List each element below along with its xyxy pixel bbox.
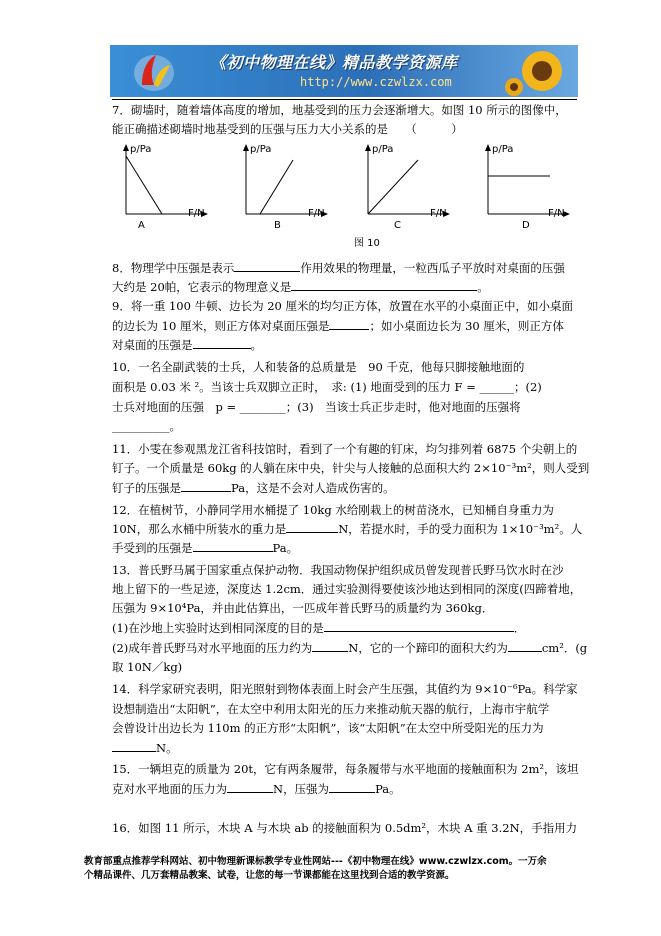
q9-line3: 对桌面的压强是 。	[112, 338, 262, 352]
q12-blank-2[interactable]	[193, 539, 273, 552]
site-url[interactable]: http://www.czwlzx.com	[300, 75, 452, 89]
graph-b-letter: B	[274, 220, 281, 231]
q12-blank-1[interactable]	[286, 520, 338, 533]
figure-10	[118, 142, 565, 252]
q11-line3: 钉子的压强是 Pa，这是不会对人造成伤害的。	[112, 481, 395, 495]
q11-line1: 11．小雯在参观黑龙江省科技馆时，看到了一个有趣的钉床，均匀排列着 6875 个尖朝上的	[112, 442, 578, 456]
q13-blank-2[interactable]	[312, 639, 348, 652]
q12-line2: 10N，那么水桶中所装水的重力是 N，若提水时，手的受力面积为 1×10⁻³m²。人	[112, 522, 583, 536]
graph-b-ylabel: p/Pa	[250, 144, 272, 155]
q10-line4: __________。	[112, 419, 181, 433]
q8-line2: 大约是 20帕，它表示的物理意义是 。	[112, 280, 489, 294]
header-rule	[112, 99, 577, 100]
q14-line2: 设想制造出“太阳帆”，在太空中利用太阳光的压力来推动航天器的航行，上海市宇航学	[112, 702, 550, 716]
q16-line1: 16．如图 11 所示，木块 A 与木块 ab 的接触面积为 0.5dm²，木块 A 重 3.2N，手指用力	[112, 821, 578, 835]
q14-line3: 会曾设计出边长为 110m 的正方形“太阳帆”，该“太阳帆”在太空中所受阳光的压力为	[112, 721, 544, 735]
q10-line2: 面积是 0.03 米 ²。当该士兵双脚立正时， 求: (1) 地面受到的压力 F = ______；(2)	[112, 380, 542, 394]
graph-d-ylabel: p/Pa	[492, 144, 514, 155]
q13-line6: 取 10N／kg)	[112, 660, 183, 674]
graph-a	[118, 142, 213, 232]
q10-line1: 10．一名全副武装的士兵，人和装备的总质量是 90 千克，他每只脚接触地面的	[112, 360, 525, 374]
q13-line2: 地上留下的一些足迹，深度达 1.2cm．通过实验测得要使该沙地达到相同的深度(四蹄着地，	[112, 582, 582, 596]
q11-blank[interactable]	[181, 479, 231, 492]
q14-line1: 14．科学家研究表明，阳光照射到物体表面上时会产生压强，其值约为 9×10⁻⁶Pa。科学家	[112, 682, 578, 696]
q9-line2: 的边长为 10 厘米，则正方体对桌面压强是 ；如小桌面边长为 30 厘米，则正方体	[112, 319, 564, 333]
q7-line2: 能正确描述砌墙时地基受到的压强与压力大小关系的是 （ ）	[112, 122, 463, 136]
graph-a-letter: A	[138, 220, 145, 231]
graph-d-xlabel: F/N	[548, 208, 565, 219]
graph-a-xlabel: F/N	[188, 208, 205, 219]
q8-blank-2[interactable]	[291, 278, 477, 291]
q15-blank-1[interactable]	[227, 780, 273, 793]
q13-blank-3[interactable]	[508, 639, 542, 652]
q14-blank[interactable]	[112, 739, 156, 752]
graph-b	[238, 142, 333, 232]
graph-c-xlabel: F/N	[430, 208, 447, 219]
q8-blank-1[interactable]	[234, 259, 300, 272]
header-banner	[110, 45, 578, 97]
sunflower-icon	[502, 47, 572, 97]
q13-blank-1[interactable]	[324, 619, 514, 632]
q15-line2: 克对水平地面的压力为 N，压强为 Pa。	[112, 782, 401, 796]
q7-line1: 7．砌墙时，随着墙体高度的增加，地基受到的压力会逐渐增大。如图 10 所示的图像中，	[112, 103, 567, 117]
graph-c	[360, 142, 455, 232]
q9-line1: 9．将一重 100 牛顿、边长为 20 厘米的均匀正方体，放置在水平的小桌面正中，如小桌面	[112, 299, 574, 313]
q11-line2: 钉子。一个质量是 60kg 的人躺在床中央，针尖与人接触的总面积大约 2×10⁻³m²，则人受到	[112, 461, 590, 475]
q13-line4: (1)在沙地上实验时达到相同深度的目的是 ．	[112, 621, 526, 635]
q9-blank-2[interactable]	[193, 336, 251, 349]
q15-blank-2[interactable]	[329, 780, 375, 793]
graph-b-xlabel: F/N	[308, 208, 325, 219]
graph-c-letter: C	[394, 220, 401, 231]
site-logo-icon	[132, 49, 176, 93]
graph-d-letter: D	[522, 220, 530, 231]
q8-line1: 8．物理学中压强是表示 作用效果的物理量，一粒西瓜子平放时对桌面的压强	[112, 261, 565, 275]
q15-line1: 15．一辆坦克的质量为 20t，它有两条履带，每条履带与水平地面的接触面积为 2m²，该坦	[112, 762, 579, 776]
footer-line2: 个精品课件、几万套精品教案、试卷，让您的每一节课都能在这里找到合适的教学资源。	[84, 870, 455, 881]
q9-blank-1[interactable]	[329, 317, 369, 330]
site-title: 《初中物理在线》精品教学资源库	[210, 53, 458, 72]
q13-line1: 13．普氏野马属于国家重点保护动物．我国动物保护组织成员曾发现普氏野马饮水时在沙	[112, 563, 564, 577]
graph-a-ylabel: p/Pa	[130, 144, 152, 155]
q13-line3: 压强为 9×10⁴Pa，并由此估算出，一匹成年普氏野马的质量约为 360kg．	[112, 601, 494, 615]
q10-line3: 士兵对地面的压强 p = ________；(3) 当该士兵正步走时，他对地面的压强将	[112, 400, 521, 414]
q14-line4: N。	[112, 739, 578, 758]
graph-d	[480, 142, 575, 232]
figure-caption: 图 10	[354, 238, 380, 249]
footer-line1: 教育部重点推荐学科网站、初中物理新课标教学专业性网站---《初中物理在线》www.czwlzx.com。一万余	[84, 856, 547, 867]
page-footer	[84, 855, 584, 883]
q12-line1: 12．在植树节，小静同学用水桶提了 10kg 水给刚栽上的树苗浇水，已知桶自身重力为	[112, 503, 554, 517]
q12-line3: 手受到的压强是 Pa。	[112, 541, 299, 555]
q13-line5: (2)成年普氏野马对水平地面的压力约为 N，它的一个蹄印的面积大约为 cm²．(g	[112, 641, 588, 655]
graph-c-ylabel: p/Pa	[372, 144, 394, 155]
